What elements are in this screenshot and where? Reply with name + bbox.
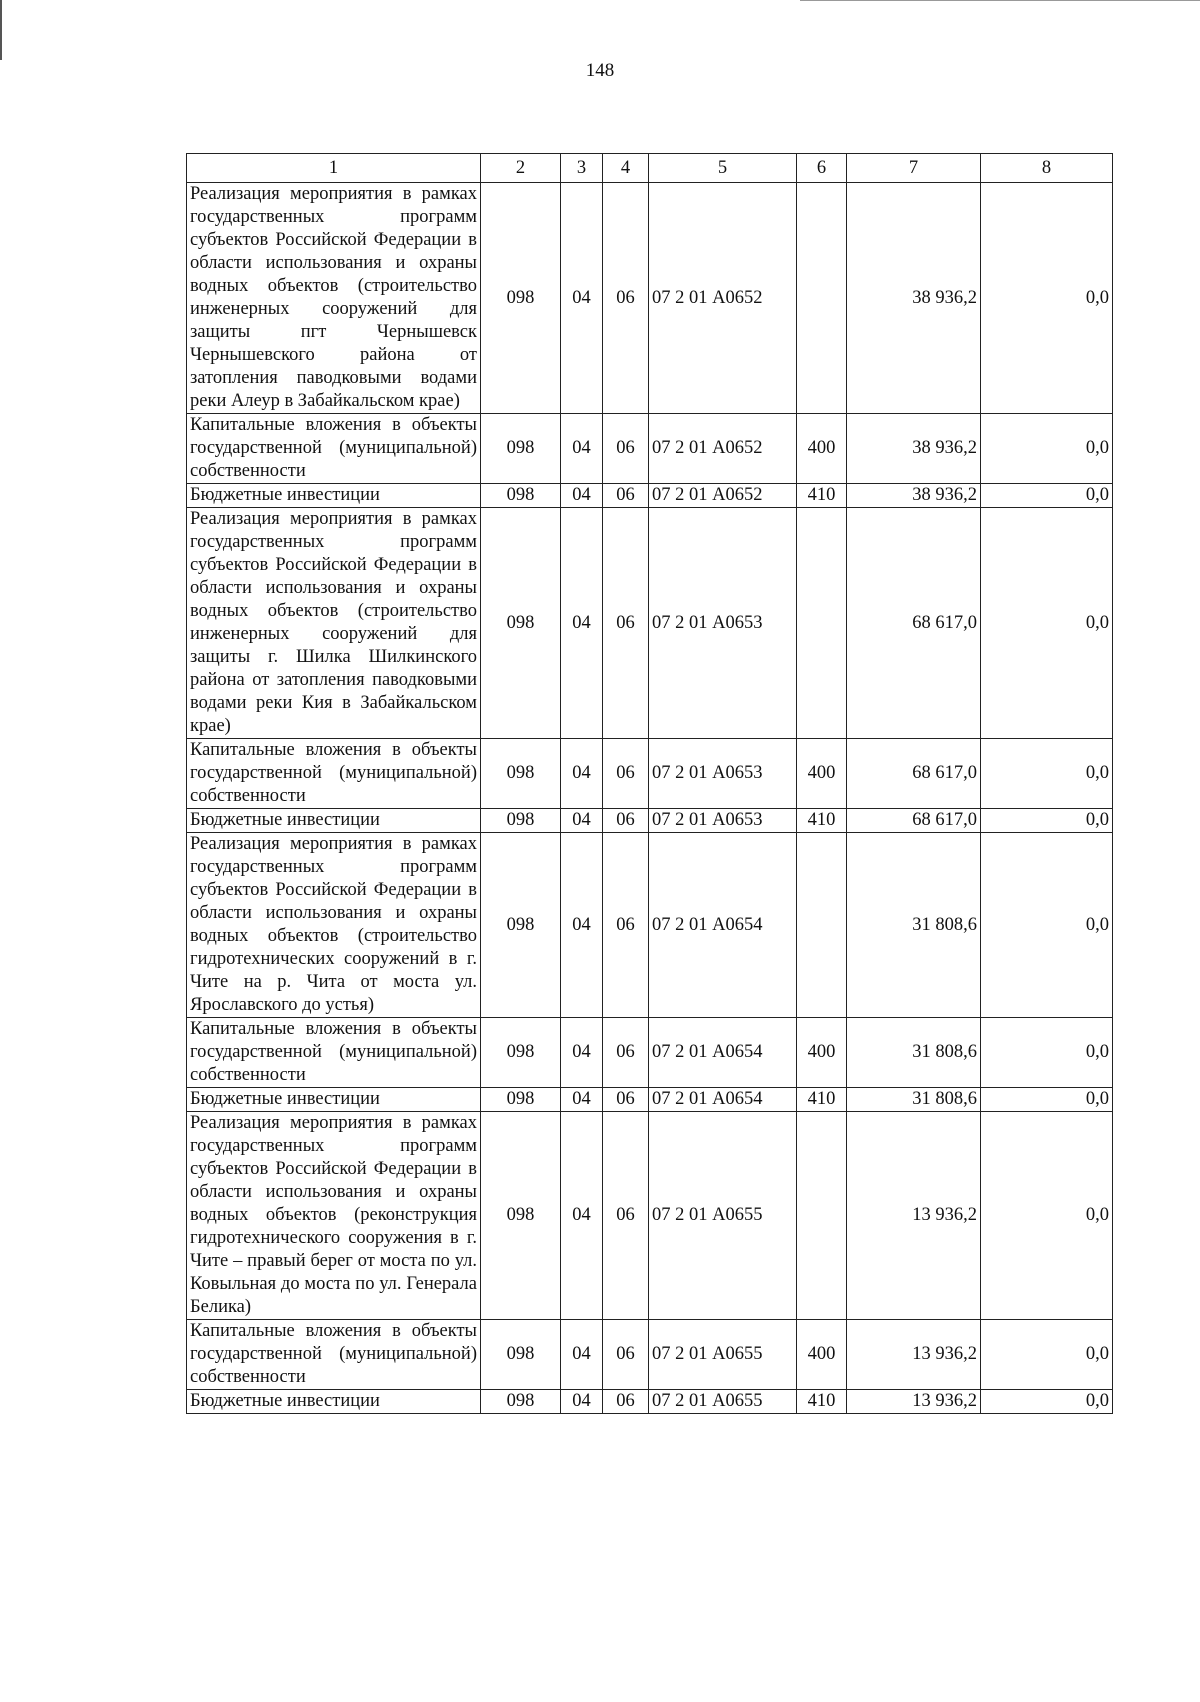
- subsection-cell: 06: [603, 508, 649, 739]
- amount-cell: 68 617,0: [847, 739, 981, 809]
- row-name-cell: Реализация мероприятия в рамках государственных программ субъектов Российской Федерации в области использования и охраны водных объектов (строительство инженерных сооружений для защиты пгт Чернышевск Чернышевского района от затопления паводковыми водами реки Алеур в Забайкальском крае): [187, 183, 481, 414]
- expense-type-cell: 410: [797, 809, 847, 833]
- header-row: [187, 154, 1113, 183]
- subsection-cell: 06: [603, 1018, 649, 1088]
- ministry-code-cell: 098: [481, 1320, 561, 1390]
- row-name-cell: Бюджетные инвестиции: [187, 1390, 481, 1414]
- expense-type-cell: 400: [797, 414, 847, 484]
- section-cell: 04: [561, 833, 603, 1018]
- ministry-code-cell: 098: [481, 508, 561, 739]
- ministry-code-cell: 098: [481, 1018, 561, 1088]
- amount-cell: 31 808,6: [847, 833, 981, 1018]
- subsection-cell: 06: [603, 833, 649, 1018]
- target-article-cell: 07 2 01 А0653: [649, 809, 797, 833]
- amount-cell: 38 936,2: [847, 414, 981, 484]
- header-col-6: 6: [797, 154, 847, 183]
- amount-2-cell: 0,0: [981, 833, 1113, 1018]
- expense-type-cell: 400: [797, 739, 847, 809]
- expense-type-cell: [797, 183, 847, 414]
- table-row: [187, 414, 1113, 484]
- row-name-cell: Реализация мероприятия в рамках государственных программ субъектов Российской Федерации в области использования и охраны водных объектов (реконструкция гидротехнического сооружения в г. Чите – правый берег от моста по ул. Ковыльная до моста по ул. Генерала Белика): [187, 1112, 481, 1320]
- ministry-code-cell: 098: [481, 1088, 561, 1112]
- subsection-cell: 06: [603, 1112, 649, 1320]
- amount-cell: 38 936,2: [847, 183, 981, 414]
- amount-cell: 13 936,2: [847, 1390, 981, 1414]
- row-name-cell: Бюджетные инвестиции: [187, 484, 481, 508]
- header-col-8: 8: [981, 154, 1113, 183]
- row-name-cell: Бюджетные инвестиции: [187, 809, 481, 833]
- section-cell: 04: [561, 1018, 603, 1088]
- subsection-cell: 06: [603, 1390, 649, 1414]
- amount-2-cell: 0,0: [981, 739, 1113, 809]
- scan-edge-line: [0, 0, 2, 60]
- expense-type-cell: [797, 833, 847, 1018]
- amount-2-cell: 0,0: [981, 508, 1113, 739]
- subsection-cell: 06: [603, 739, 649, 809]
- amount-cell: 31 808,6: [847, 1018, 981, 1088]
- target-article-cell: 07 2 01 А0653: [649, 739, 797, 809]
- expense-type-cell: [797, 508, 847, 739]
- page-number: 148: [585, 60, 615, 81]
- amount-2-cell: 0,0: [981, 484, 1113, 508]
- amount-2-cell: 0,0: [981, 809, 1113, 833]
- table-row: [187, 508, 1113, 739]
- ministry-code-cell: 098: [481, 809, 561, 833]
- table-row: [187, 739, 1113, 809]
- subsection-cell: 06: [603, 809, 649, 833]
- subsection-cell: 06: [603, 414, 649, 484]
- section-cell: 04: [561, 739, 603, 809]
- target-article-cell: 07 2 01 А0654: [649, 1088, 797, 1112]
- row-name-cell: Бюджетные инвестиции: [187, 1088, 481, 1112]
- amount-cell: 68 617,0: [847, 809, 981, 833]
- ministry-code-cell: 098: [481, 1112, 561, 1320]
- amount-2-cell: 0,0: [981, 1390, 1113, 1414]
- header-col-7: 7: [847, 154, 981, 183]
- target-article-cell: 07 2 01 А0655: [649, 1320, 797, 1390]
- subsection-cell: 06: [603, 1088, 649, 1112]
- table-row: [187, 809, 1113, 833]
- expense-type-cell: 410: [797, 484, 847, 508]
- expense-type-cell: 410: [797, 1390, 847, 1414]
- table-row: [187, 1390, 1113, 1414]
- scan-edge-line: [800, 0, 1200, 1]
- header-col-5: 5: [649, 154, 797, 183]
- expense-type-cell: 400: [797, 1320, 847, 1390]
- table-row: [187, 484, 1113, 508]
- amount-2-cell: 0,0: [981, 414, 1113, 484]
- ministry-code-cell: 098: [481, 414, 561, 484]
- header-col-1: 1: [187, 154, 481, 183]
- row-name-cell: Капитальные вложения в объекты государственной (муниципальной) собственности: [187, 739, 481, 809]
- table-row: [187, 183, 1113, 414]
- target-article-cell: 07 2 01 А0654: [649, 833, 797, 1018]
- section-cell: 04: [561, 1088, 603, 1112]
- target-article-cell: 07 2 01 А0652: [649, 183, 797, 414]
- row-name-cell: Капитальные вложения в объекты государственной (муниципальной) собственности: [187, 1320, 481, 1390]
- amount-cell: 13 936,2: [847, 1320, 981, 1390]
- table-row: [187, 1320, 1113, 1390]
- ministry-code-cell: 098: [481, 833, 561, 1018]
- subsection-cell: 06: [603, 484, 649, 508]
- section-cell: 04: [561, 1390, 603, 1414]
- amount-cell: 68 617,0: [847, 508, 981, 739]
- subsection-cell: 06: [603, 1320, 649, 1390]
- table-row: [187, 833, 1113, 1018]
- section-cell: 04: [561, 414, 603, 484]
- row-name-cell: Капитальные вложения в объекты государственной (муниципальной) собственности: [187, 414, 481, 484]
- amount-2-cell: 0,0: [981, 183, 1113, 414]
- target-article-cell: 07 2 01 А0655: [649, 1390, 797, 1414]
- amount-2-cell: 0,0: [981, 1112, 1113, 1320]
- amount-cell: 38 936,2: [847, 484, 981, 508]
- target-article-cell: 07 2 01 А0652: [649, 484, 797, 508]
- amount-2-cell: 0,0: [981, 1088, 1113, 1112]
- ministry-code-cell: 098: [481, 183, 561, 414]
- ministry-code-cell: 098: [481, 739, 561, 809]
- section-cell: 04: [561, 484, 603, 508]
- amount-cell: 13 936,2: [847, 1112, 981, 1320]
- header-col-2: 2: [481, 154, 561, 183]
- expense-type-cell: [797, 1112, 847, 1320]
- section-cell: 04: [561, 508, 603, 739]
- header-col-4: 4: [603, 154, 649, 183]
- expense-type-cell: 400: [797, 1018, 847, 1088]
- table-row: [187, 1088, 1113, 1112]
- ministry-code-cell: 098: [481, 484, 561, 508]
- header-col-3: 3: [561, 154, 603, 183]
- budget-table: [186, 153, 1113, 1414]
- section-cell: 04: [561, 809, 603, 833]
- table-row: [187, 1018, 1113, 1088]
- amount-2-cell: 0,0: [981, 1018, 1113, 1088]
- section-cell: 04: [561, 1112, 603, 1320]
- expense-type-cell: 410: [797, 1088, 847, 1112]
- target-article-cell: 07 2 01 А0655: [649, 1112, 797, 1320]
- section-cell: 04: [561, 1320, 603, 1390]
- section-cell: 04: [561, 183, 603, 414]
- target-article-cell: 07 2 01 А0653: [649, 508, 797, 739]
- subsection-cell: 06: [603, 183, 649, 414]
- row-name-cell: Реализация мероприятия в рамках государственных программ субъектов Российской Федерации в области использования и охраны водных объектов (строительство гидротехнических сооружений в г. Чите на р. Чита от моста ул. Ярославского до устья): [187, 833, 481, 1018]
- target-article-cell: 07 2 01 А0652: [649, 414, 797, 484]
- target-article-cell: 07 2 01 А0654: [649, 1018, 797, 1088]
- row-name-cell: Капитальные вложения в объекты государственной (муниципальной) собственности: [187, 1018, 481, 1088]
- ministry-code-cell: 098: [481, 1390, 561, 1414]
- table-row: [187, 1112, 1113, 1320]
- amount-2-cell: 0,0: [981, 1320, 1113, 1390]
- amount-cell: 31 808,6: [847, 1088, 981, 1112]
- row-name-cell: Реализация мероприятия в рамках государственных программ субъектов Российской Федерации в области использования и охраны водных объектов (строительство инженерных сооружений для защиты г. Шилка Шилкинского района от затопления паводковыми водами реки Кия в Забайкальском крае): [187, 508, 481, 739]
